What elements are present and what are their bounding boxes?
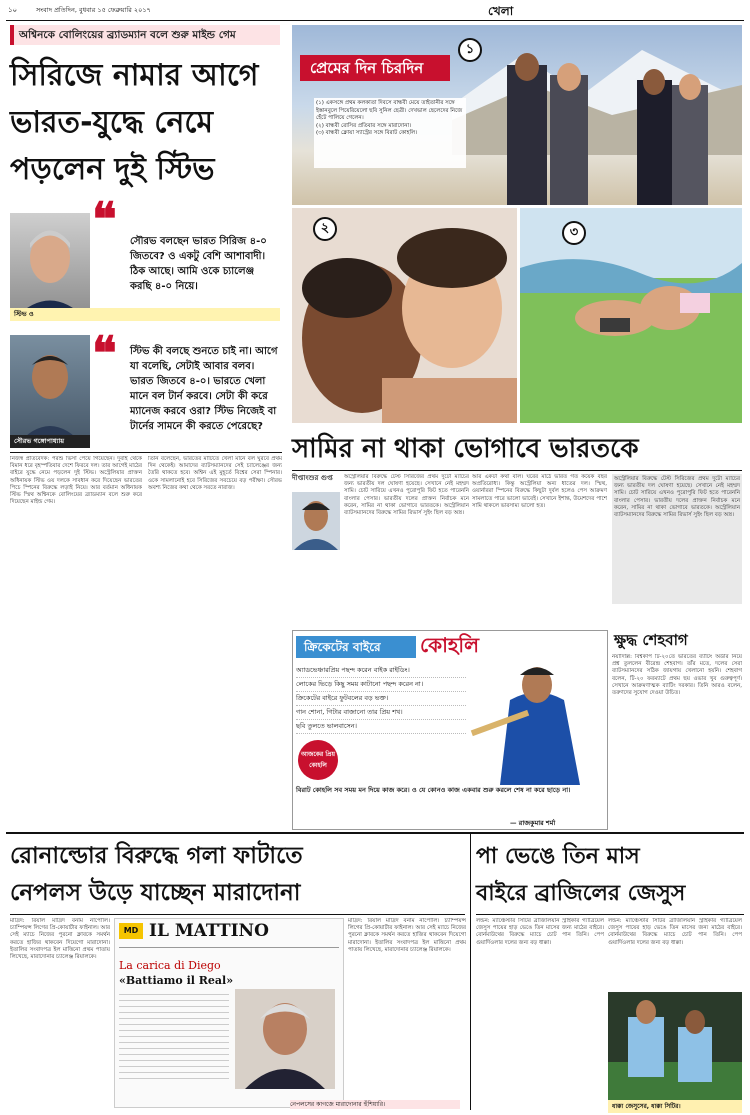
story2-body: অস্ট্রেলিয়ার বিরুদ্ধে টেস্ট সিরিজের প্রথম দুটো ম্যাচের জন্য ভারতীয় দল ঘোষণা হয়েছে। সেখানে নেই মহম্মদ সামি। চোট সারিয়ে এখনও পুরোপুরি ফিট হতে পারেননি বাংলার পেসার। ভারতীয় দলের প্রাক্তন নির্বাচক মনে করেন, সামির না থাকা ভোগাবে ভারতকে। অস্ট্রেলিয়ান ব্যাটসম্যানদের বিরুদ্ধে সামির রিভার্স সুইং ছিল বড় অস্ত্র।	[344, 474, 469, 517]
story3-continued-text: অস্ট্রেলিয়ার বিরুদ্ধে টেস্ট সিরিজের প্রথম দুটো ম্যাচের জন্য ভারতীয় দল ঘোষণা হয়েছে। সেখানে নেই মহম্মদ সামি। চোট সারিয়ে এখনও পুরোপুরি ফিট হতে পারেননি বাংলার পেসার। ভারতীয় দলের প্রাক্তন নির্বাচক মনে করেন, সামির না থাকা ভোগাবে ভারতকে। অস্ট্রেলিয়ান ব্যাটসম্যানদের বিরুদ্ধে সামির রিভার্স সুইং ছিল বড় অস্ত্র।	[614, 476, 740, 519]
story4-headline	[10, 838, 465, 912]
story4-headline-line: রোনাল্ডোর বিরুদ্ধে গলা ফাটাতে	[10, 843, 303, 869]
maradona-photo	[235, 989, 335, 1089]
valentine-photo-3	[520, 208, 742, 423]
photo-badge-1: ১	[458, 38, 482, 62]
newspaper-headline-1: La carica di Diego	[119, 959, 221, 972]
quote-mark-icon: ❝	[92, 326, 117, 380]
jesus-photo	[608, 992, 742, 1100]
quote-mark-icon: ❝	[92, 192, 117, 246]
kohli-item: লোকের ভিড়ে কিছু সময় কাটানো পছন্দ করেন না।	[296, 678, 466, 692]
story2-headline: সামির না থাকা ভোগাবে ভারতকে	[292, 434, 639, 464]
story4-caption: নেপলসের কাগজে মারাদোনার হুঁশিয়ারি।	[290, 1100, 460, 1109]
kohli-item: গান শোনা, গিটার বাজানো তার প্রিয় শখ।	[296, 706, 466, 720]
page-number: ১০	[8, 6, 18, 14]
quote1-caption: স্টিভ ও	[10, 308, 280, 321]
md-logo: MD	[119, 923, 143, 939]
kohli-item: ছবি তুলতে ভালবাসেন।	[296, 720, 466, 734]
story2-byline: দীপ্তাংশুর গুপ্ত	[292, 474, 333, 482]
story1-quote2: স্টিভ কী বলছে শুনতে চাই না। আগে যা বলেছি, সেটাই আবার বলব। ভারত জিতবে ৪-০। ভারতে খেলা মানে বল টার্ন করবে। সেটা কী করে ম্যানেজ করবে ওরা? স্টিভ নিজেই বা টার্নের সামনে কী করতে পেরেছে?	[124, 340, 284, 445]
story1-headline-line: সিরিজে নামার আগে	[10, 58, 259, 93]
story1-headline	[10, 52, 285, 193]
kohli-item: ক্রিকেটের বাইরে ফুটবলের বড় ভক্ত।	[296, 692, 466, 706]
valentine-list-item: (২) বান্ধবী রোসির প্রতিবার সঙ্গে মারাদোনা।	[316, 122, 412, 129]
story5-headline	[476, 838, 744, 912]
quote2-caption: সৌরভ গঙ্গোপাধ্যায়	[10, 435, 90, 448]
story4-headline-line: নেপলস উড়ে যাচ্ছেন মারাদোনা	[10, 880, 301, 906]
story5-headline-line: বাইরে ব্রাজিলের জেসুস	[476, 881, 686, 906]
story5-headline-line: পা ভেঙে তিন মাস	[476, 844, 640, 869]
story3-body: নয়াদিল্লি: বিশ্বকাপ টি-২০তে ভারতের ব্যাটিং অর্ডার নিয়ে প্রশ্ন তুললেন বীরেন্দ্র শেহবাগ। তাঁর মতে, দলের সেরা ব্যাটসম্যানদের সঠিক জায়গায় খেলানো হয়নি। শেহবাগ বলেন, টি-২০ ফরম্যাটে প্রথম ছয় ওভার খুব গুরুত্বপূর্ণ। সেখানে আক্রমণাত্মক ব্যাটিং দরকার। তিনি আরও বলেন, তরুণদের সুযোগ দেওয়া উচিত।	[612, 654, 742, 697]
story3-headline: ক্ষুদ্ধ শেহবাগ	[614, 631, 688, 649]
section-title: খেলা	[488, 4, 514, 18]
story3-top-text	[612, 474, 742, 604]
kohli-item: অ্যাডভেঞ্চারপ্রিয় পছন্দ করেন বাইক রাইডিং।	[296, 664, 466, 678]
newspaper-headline-2: «Battiamo il Real»	[119, 974, 234, 987]
photo-badge-3: ৩	[562, 221, 586, 245]
kohli-photo	[470, 660, 604, 785]
steve-waugh-photo	[10, 213, 90, 318]
story5-caption: ধাক্কা জেসুসের, ধাক্কা সিটির।	[608, 1100, 742, 1113]
newspaper-masthead: IL MATTINO	[149, 921, 269, 941]
story4-body: মাদ্রিদ: রিয়াল মাদ্রিদ বনাম নাপোলি। চ্যাম্পিয়ন্স লিগের প্রি-কোয়ার্টার ফাইনাল। আর সেই ম্যাচে নিজের পুরনো ক্লাবকে সমর্থন করতে হাজির থাকবেন দিয়েগো মারাদোনা। ইতালির সংবাদপত্র ইল মাত্তিনো প্রথম পাতায় লিখেছে, মারাদোনার চ্যালেঞ্জ রিয়ালকে।	[10, 918, 110, 961]
valentine-list-item: (১) একসঙ্গে প্রথম কলকাতা দিবসে বান্ধবী মেয়ে তাইতানীর সঙ্গে ইস্তানবুলে পিয়েরিয়েলো ছবি সুনিল ছেত্রী। দেখভাল ছেলেদের নিজে হেঁটে পালিয়ে গেলেন।	[316, 100, 463, 121]
photo-badge-2: ২	[313, 217, 337, 241]
story1-body-right: তিনি বলেছেন, ভারতের মাটিতে খেলা মানে বল ঘুরবে প্রথম দিন থেকেই। আমাদের ব্যাটসম্যানদের সেই চ্যালেঞ্জের জন্য তৈরি থাকতে হবে। অশ্বিন এই মুহূর্তে বিশ্বের সেরা স্পিনার। ওকে সামলানোই হবে সিরিজের সবচেয়ে বড় পরীক্ষা। সৌরভ অবশ্য নিজের কথা থেকে সরতে নারাজ।	[148, 456, 282, 491]
story1-headline-line: ভারত-যুদ্ধে নেমে	[10, 105, 214, 140]
kohli-stamp: আজকের প্রিয় কোহলি	[298, 740, 338, 780]
story2-body2: আর একটা কথা বলি। ঘরের মাঠে ভারত গত কয়েক বছর অপ্রতিরোধ্য। কিন্তু অস্ট্রেলিয়া অন্য ধাতের দল। স্মিথ, ওয়ার্নাররা স্পিনের বিরুদ্ধে কিছুটা দুর্বল হলেও পেস আক্রমণ সামলাতে পারে ভালো ভাবেই। সেখানে ইশান্ত, উমেশদের পাশে সামি থাকলে ভারসাম্য ভালো হত।	[472, 474, 607, 509]
kohli-quote-by: — রাজকুমার শর্মা	[510, 819, 556, 827]
kohli-items	[296, 664, 466, 734]
paper-date: সংবাদ প্রতিদিন, বুধবার ১৫ ফেব্রুয়ারি ২০১৭	[36, 6, 151, 14]
story2-headshot	[292, 492, 340, 550]
story1-body-left: নিজস্ব প্রতিবেদক: পরশু ভিসা পেয়ে গিয়েছেন। দুবাই থেকে বিমান ধরে বৃহস্পতিবার দেশে ফিরবে দল। তার আগেই মাঠের বাইরে যুদ্ধে নেমে পড়লেন দুই স্টিভ। অস্ট্রেলিয়ার প্রাক্তন অধিনায়ক স্টিভ ওয় দলকে সাবধান করে দিয়েছেন ভারতের পিচে স্পিনের বিরুদ্ধে লড়াই নিয়ে। আর বর্তমান অধিনায়ক স্টিভ স্মিথ অশ্বিনকে বোলিংয়ের ব্র্যাডম্যান বলে শুরু করে দিয়েছেন মাইন্ড গেম।	[10, 456, 142, 506]
valentine-list-item: (৩) বান্ধবী ক্লোয়া স্যাস্ট্রের সঙ্গে বিরাট কোহলি।	[316, 130, 418, 136]
story4-body-col2: মাদ্রিদ: রিয়াল মাদ্রিদ বনাম নাপোলি। চ্যাম্পিয়ন্স লিগের প্রি-কোয়ার্টার ফাইনাল। আর সেই ম্যাচে নিজের পুরনো ক্লাবকে সমর্থন করতে হাজির থাকবেন দিয়েগো মারাদোনা। ইতালির সংবাদপত্র ইল মাত্তিনো প্রথম পাতায় লিখেছে, মারাদোনার চ্যালেঞ্জ রিয়ালকে।	[348, 918, 466, 953]
kohli-name: কোহলি	[420, 633, 480, 657]
story5-body-col2: লন্ডন: ম্যাঞ্চেস্টার সিটির ব্রাজিলিয়ান স্ট্রাইকার গ্যাব্রিয়েল জেসুস পায়ের হাড় ভেঙে তিন মাসের জন্য মাঠের বাইরে। বোর্নমাউথের বিরুদ্ধে ম্যাচে চোট পান তিনি। পেপ গুয়ার্দিওলার দলের জন্য বড় ধাক্কা।	[608, 918, 742, 946]
newspaper-columns	[119, 994, 229, 1084]
valentine-banner: প্রেমের দিন চিরদিন	[300, 55, 450, 81]
story1-headline-line: পড়লেন দুই স্টিভ	[10, 152, 215, 187]
story1-kicker: অশ্বিনকে বোলিংয়ের ব্র্যাডম্যান বলে শুরু মাইন্ড গেম	[10, 25, 280, 45]
story1-quote1: সৌরভ বলছেন ভারত সিরিজ ৪-০ জিতবে? ও একটু বেশি আশাবাদী। ঠিক আছে। আমি ওকে চ্যালেঞ্জ করছি ৪-০ নিয়ে।	[124, 230, 284, 314]
il-mattino-clipping	[114, 918, 344, 1108]
sourav-photo	[10, 335, 90, 447]
kohli-banner: ক্রিকেটের বাইরে	[296, 636, 416, 658]
story5-body: লন্ডন: ম্যাঞ্চেস্টার সিটির ব্রাজিলিয়ান স্ট্রাইকার গ্যাব্রিয়েল জেসুস পায়ের হাড় ভেঙে তিন মাসের জন্য মাঠের বাইরে। বোর্নমাউথের বিরুদ্ধে ম্যাচে চোট পান তিনি। পেপ গুয়ার্দিওলার দলের জন্য বড় ধাক্কা।	[476, 918, 604, 946]
valentine-list	[314, 98, 466, 168]
kohli-quote: বিরাট কোহলি সব সময় মন দিয়ে কাজ করে। ও যে কোনও কাজ একবার শুরু করলে শেষ না করে ছাড়ে না।	[296, 786, 571, 794]
